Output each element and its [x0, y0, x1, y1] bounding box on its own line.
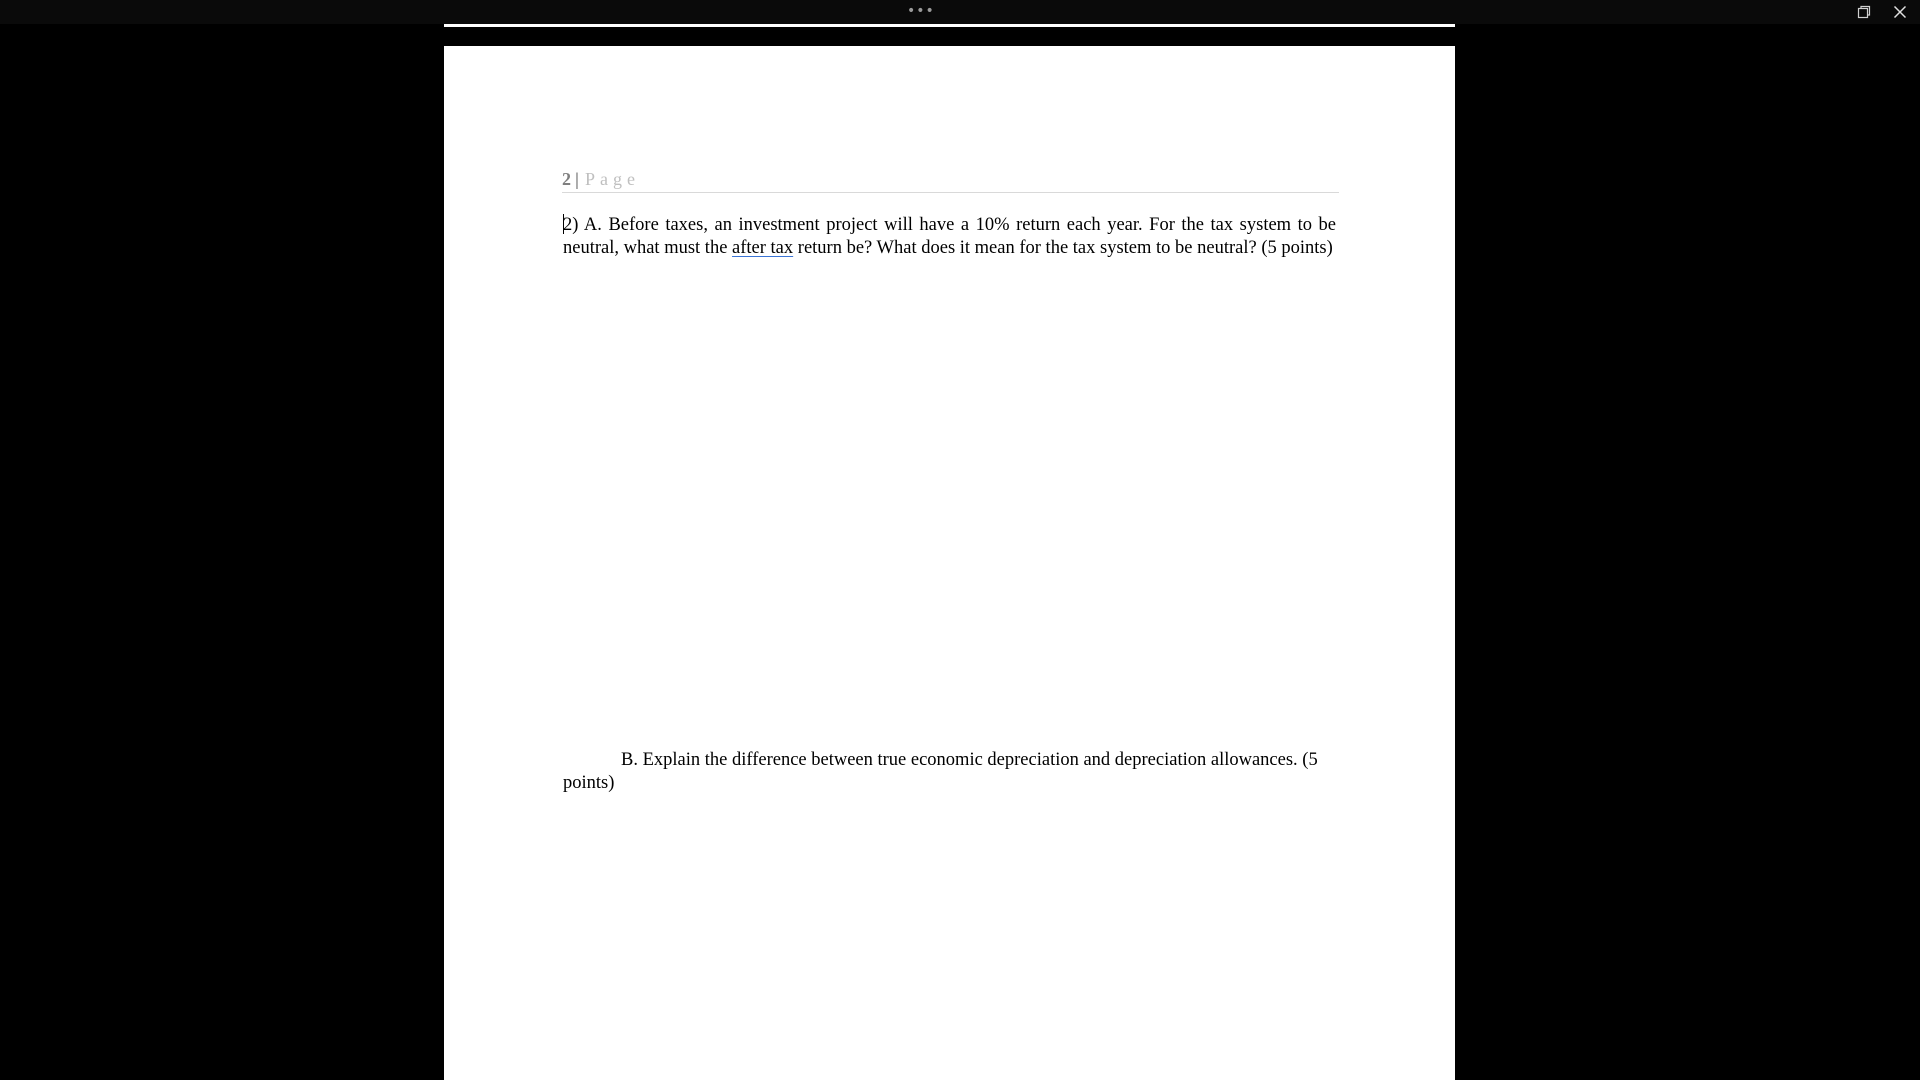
question-2a-text-start: ) A. Before taxes, an investment project will have a 10% return each year. For the tax system to be neutral, what must the — [563, 215, 1336, 258]
more-horizontal-icon[interactable]: ••• — [907, 3, 935, 19]
close-icon — [1893, 5, 1907, 19]
question-2b-text: B. Explain the difference between true economic depreciation and depreciation allowances. (5 points) — [563, 750, 1318, 793]
question-2a-text-end: return be? What does it mean for the tax system to be neutral? (5 points) — [793, 238, 1333, 258]
question-2a[interactable] — [563, 214, 1336, 260]
after-tax-link[interactable]: after tax — [732, 238, 794, 258]
restore-window-button[interactable] — [1846, 0, 1882, 24]
page-progress-line — [444, 24, 1455, 27]
page-header — [562, 168, 1339, 193]
restore-window-icon — [1857, 5, 1871, 19]
title-bar — [0, 0, 1920, 24]
question-2a-number: 2 — [563, 215, 573, 235]
page-number: 2 — [562, 169, 571, 189]
close-button[interactable] — [1882, 0, 1918, 24]
question-2b[interactable] — [563, 749, 1336, 795]
page-header-separator: | — [575, 169, 579, 189]
document-page[interactable] — [444, 46, 1455, 1080]
page-label: Page — [584, 169, 640, 189]
